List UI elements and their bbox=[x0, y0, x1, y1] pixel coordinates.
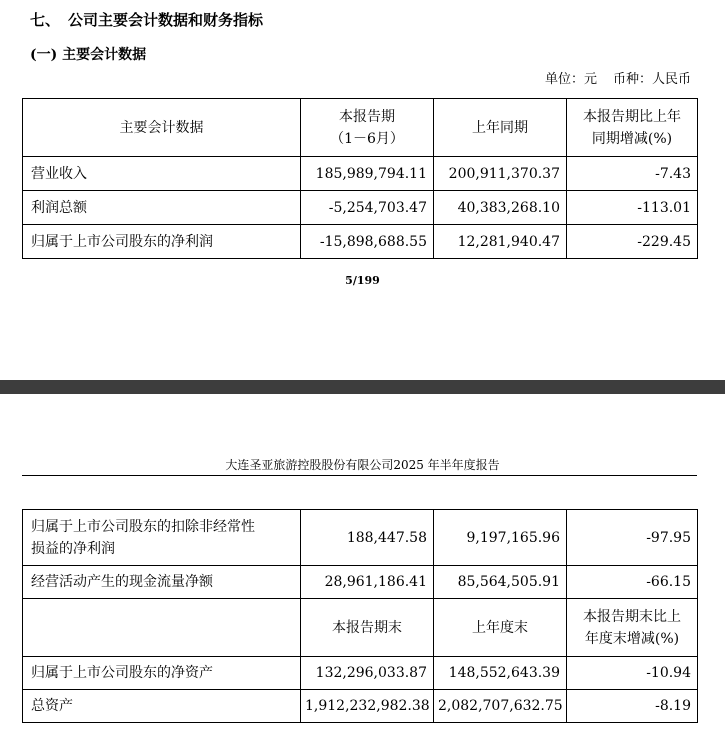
table-row bbox=[23, 191, 698, 225]
cell-change: -8.19 bbox=[567, 690, 698, 723]
currency-label: 币种：人民币 bbox=[612, 72, 691, 87]
header-change: 本报告期比上年 同期增减(%) bbox=[567, 99, 698, 157]
cell-prior: 40,383,268.10 bbox=[434, 191, 567, 225]
cell-prior: 12,281,940.47 bbox=[434, 225, 567, 259]
cell-current: -15,898,688.55 bbox=[301, 225, 434, 259]
cell-change: -97.95 bbox=[567, 510, 698, 566]
page-number: 5/199 bbox=[345, 274, 380, 287]
row-label: 经营活动产生的现金流量净额 bbox=[23, 566, 301, 599]
cell-change: -10.94 bbox=[567, 657, 698, 690]
header-prior-period: 上年同期 bbox=[434, 99, 567, 157]
subheader-prior-year-end: 上年度末 bbox=[434, 599, 567, 657]
cell-change: -113.01 bbox=[567, 191, 698, 225]
table-row bbox=[23, 690, 698, 723]
unit-currency-line bbox=[545, 68, 691, 87]
table-row bbox=[23, 225, 698, 259]
section-number: 七、 bbox=[30, 11, 61, 29]
accounting-data-table-1 bbox=[22, 98, 698, 259]
cell-change: -66.15 bbox=[567, 566, 698, 599]
cell-prior: 148,552,643.39 bbox=[434, 657, 567, 690]
subheader-period-end: 本报告期末 bbox=[301, 599, 434, 657]
cell-prior: 200,911,370.37 bbox=[434, 157, 567, 191]
row-label: 归属于上市公司股东的净利润 bbox=[23, 225, 301, 259]
row-label: 归属于上市公司股东的净资产 bbox=[23, 657, 301, 690]
cell-change: -229.45 bbox=[567, 225, 698, 259]
cell-current: 132,296,033.87 bbox=[301, 657, 434, 690]
subheader-empty bbox=[23, 599, 301, 657]
row-label: 总资产 bbox=[23, 690, 301, 723]
section-title: 公司主要会计数据和财务指标 bbox=[68, 11, 264, 29]
subsection-heading: (一) 主要会计数据 bbox=[30, 47, 147, 63]
row-label: 归属于上市公司股东的扣除非经常性 损益的净利润 bbox=[23, 510, 301, 566]
cell-current: -5,254,703.47 bbox=[301, 191, 434, 225]
cell-change: -7.43 bbox=[567, 157, 698, 191]
table-row bbox=[23, 657, 698, 690]
header-current-period: 本报告期 （1－6月） bbox=[301, 99, 434, 157]
header-rule bbox=[22, 475, 697, 476]
accounting-data-table-2 bbox=[22, 509, 698, 723]
page-divider bbox=[0, 380, 725, 394]
header-item: 主要会计数据 bbox=[23, 99, 301, 157]
running-header: 大连圣亚旅游控股股份有限公司2025 年半年度报告 bbox=[225, 458, 500, 472]
row-label: 利润总额 bbox=[23, 191, 301, 225]
subheader-change: 本报告期末比上 年度末增减(%) bbox=[567, 599, 698, 657]
unit-label: 单位：元 bbox=[544, 72, 597, 87]
table-subheader-row bbox=[23, 599, 698, 657]
section-heading bbox=[30, 9, 263, 30]
cell-current: 185,989,794.11 bbox=[301, 157, 434, 191]
table-row bbox=[23, 566, 698, 599]
table-row bbox=[23, 157, 698, 191]
table-header-row bbox=[23, 99, 698, 157]
cell-current: 1,912,232,982.38 bbox=[301, 690, 434, 723]
row-label: 营业收入 bbox=[23, 157, 301, 191]
table-row bbox=[23, 510, 698, 566]
cell-current: 28,961,186.41 bbox=[301, 566, 434, 599]
cell-prior: 85,564,505.91 bbox=[434, 566, 567, 599]
cell-current: 188,447.58 bbox=[301, 510, 434, 566]
cell-prior: 9,197,165.96 bbox=[434, 510, 567, 566]
cell-prior: 2,082,707,632.75 bbox=[434, 690, 567, 723]
